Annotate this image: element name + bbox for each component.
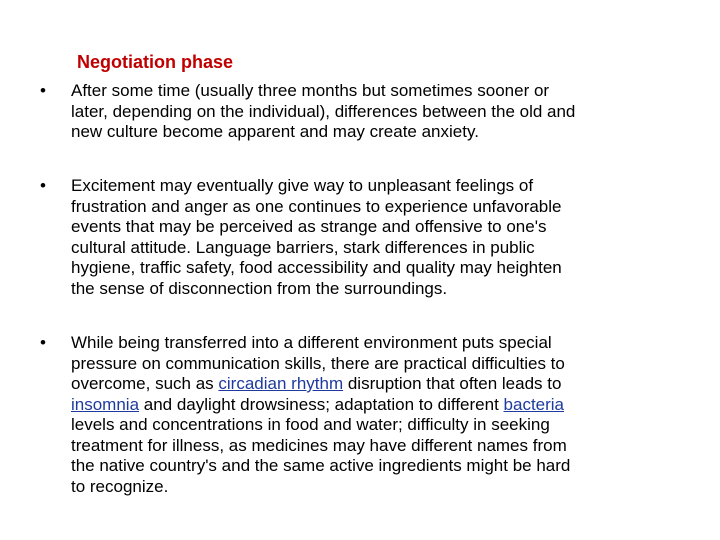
bullet-dot-icon: • — [40, 333, 46, 352]
text-line: cultural attitude. Language barriers, stark differences in public — [71, 237, 535, 257]
text-line: new culture become apparent and may create anxiety. — [71, 122, 479, 141]
text-line: hygiene, traffic safety, food accessibility and quality may heighten — [71, 258, 562, 277]
bullet-text — [71, 81, 670, 143]
link-circadian-rhythm[interactable]: circadian rhythm — [218, 374, 344, 393]
text-line: events that may be perceived as strange and offensive to one's — [71, 217, 547, 236]
text-segment: overcome, such as — [71, 374, 219, 393]
bullet-dot-icon: • — [40, 81, 46, 100]
text-segment: and daylight drowsiness; adaptation to different — [139, 394, 504, 414]
text-line: the sense of disconnection from the surroundings. — [71, 278, 448, 298]
text-line: later, depending on the individual), differences between the old and — [71, 101, 576, 121]
text-line: While being transferred into a different environment puts special — [71, 333, 552, 352]
bullet-item — [40, 176, 670, 299]
bullet-item — [40, 81, 670, 143]
text-segment: disruption that often leads to — [343, 374, 562, 393]
bullet-text — [71, 176, 670, 299]
text-line: the native country's and the same active ingredients might be hard — [71, 456, 571, 475]
text-line — [71, 374, 670, 395]
text-line: frustration and anger as one continues to experience unfavorable — [71, 196, 562, 216]
text-line — [71, 395, 670, 416]
link-bacteria[interactable]: bacteria — [503, 394, 565, 414]
text-line: After some time (usually three months but sometimes sooner or — [71, 81, 550, 100]
text-line: treatment for illness, as medicines may have different names from — [71, 435, 567, 455]
bullet-text — [71, 333, 670, 497]
bullet-item — [40, 333, 670, 497]
slide-title: Negotiation phase — [77, 52, 234, 72]
text-line: Excitement may eventually give way to unpleasant feelings of — [71, 176, 534, 195]
text-line: levels and concentrations in food and water; difficulty in seeking — [71, 415, 550, 434]
link-insomnia[interactable]: insomnia — [71, 394, 140, 414]
text-line: pressure on communication skills, there are practical difficulties to — [71, 353, 565, 373]
bullet-dot-icon: • — [40, 176, 46, 195]
text-line: to recognize. — [71, 476, 169, 496]
